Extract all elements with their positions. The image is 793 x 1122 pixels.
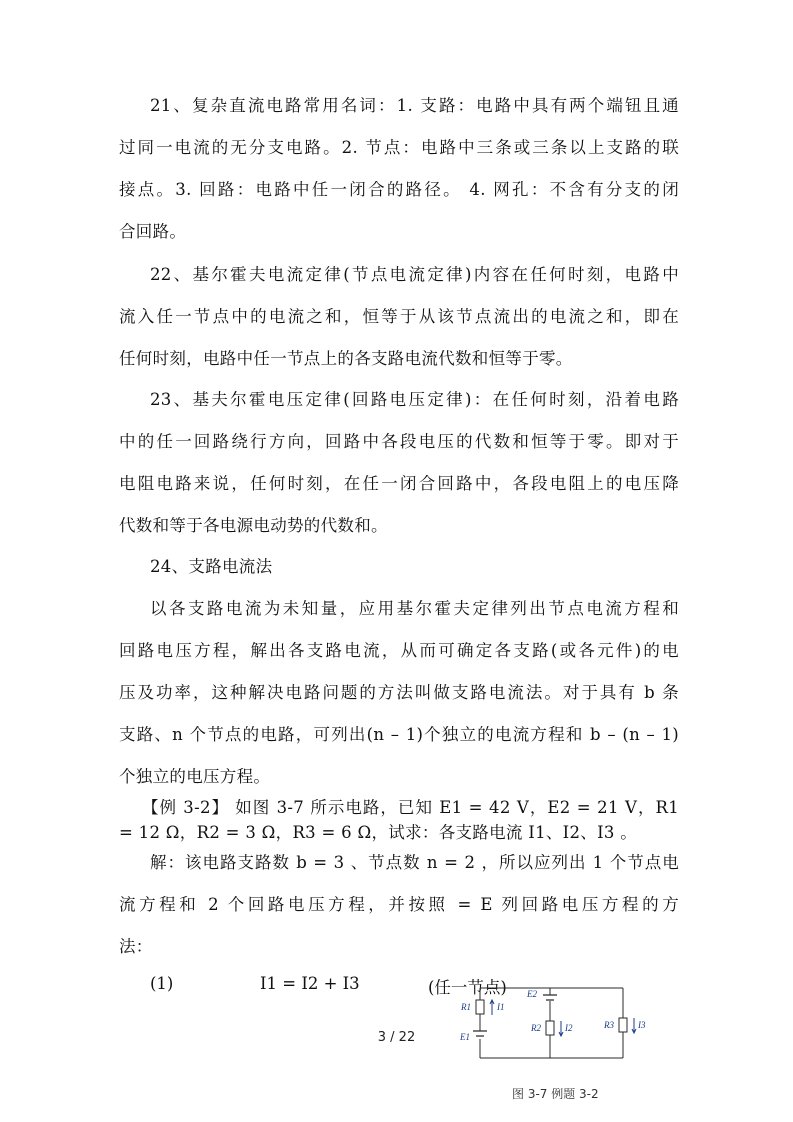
figure-caption: 图 3-7 例题 3-2 <box>512 1087 599 1101</box>
circuit-diagram <box>455 983 650 1063</box>
resistor-r1 <box>476 1000 484 1014</box>
solution-line-3: 法： <box>119 937 153 956</box>
arrow-i1 <box>490 1000 494 1015</box>
label-i3: I3 <box>638 1020 646 1030</box>
p23-line-1: 23、基夫尔霍电压定律(回路电压定律)：在任何时刻，沿着电路 <box>150 390 679 409</box>
p21-line-3: 接点。3. 回路：电路中任一闭合的路径。 4. 网孔：不含有分支的闭 <box>119 180 679 199</box>
equation-number: (1) <box>150 974 174 993</box>
p24-line-3: 压及功率，这种解决电路问题的方法叫做支路电流法。对于具有 b 条 <box>119 683 679 702</box>
example-line-2: = 12 Ω，R2 = 3 Ω，R3 = 6 Ω，试求：各支路电流 I1、I2、I3 。 <box>119 823 638 842</box>
p24-title: 24、支路电流法 <box>150 557 273 576</box>
p23-line-2: 中的任一回路绕行方向，回路中各段电压的代数和恒等于零。即对于 <box>119 432 679 451</box>
p21-line-1: 21、复杂直流电路常用名词：1. 支路：电路中具有两个端钮且通 <box>150 96 679 115</box>
p23-line-4: 代数和等于各电源电动势的代数和。 <box>119 516 388 535</box>
label-i2: I2 <box>565 1023 573 1033</box>
label-r2: R2 <box>531 1023 541 1033</box>
label-e1: E1 <box>460 1032 470 1042</box>
p23-line-3: 电阻电路来说，任何时刻，在任一闭合回路中，各段电阻上的电压降 <box>119 474 679 493</box>
p21-line-4: 合回路。 <box>119 222 187 241</box>
p22-line-3: 任何时刻，电路中任一节点上的各支路电流代数和恒等于零。 <box>119 349 573 368</box>
p24-line-5: 个独立的电压方程。 <box>119 767 271 786</box>
page-number: 3 / 22 <box>377 1030 416 1045</box>
p24-line-2: 回路电压方程，解出各支路电流，从而可确定各支路(或各元件)的电 <box>119 641 679 660</box>
p21-line-2: 过同一电流的无分支电路。2. 节点：电路中三条或三条以上支路的联 <box>119 138 679 157</box>
p22-line-2: 流入任一节点中的电流之和，恒等于从该节点流出的电流之和，即在 <box>119 307 679 326</box>
equation-formula: I1 = I2 + I3 <box>260 974 360 993</box>
solution-line-2: 流方程和 2 个回路电压方程，并按照 = E 列回路电压方程的方 <box>119 895 679 914</box>
equation-note: (任一节点) <box>428 978 507 997</box>
battery-e2 <box>543 995 557 1000</box>
solution-line-1: 解：该电路支路数 b = 3 、节点数 n = 2 ，所以应列出 1 个节点电 <box>150 853 679 872</box>
example-line-1: 【例 3-2】 如图 3-7 所示电路，已知 E1 = 42 V，E2 = 21 V，R1 <box>142 798 679 817</box>
label-e2: E2 <box>527 989 537 999</box>
label-r3: R3 <box>604 1020 614 1030</box>
label-r1: R1 <box>461 1002 471 1012</box>
p24-line-4: 支路、n 个节点的电路，可列出(n – 1)个独立的电流方程和 b – (n – 1) <box>119 725 679 744</box>
p22-line-1: 22、基尔霍夫电流定律(节点电流定律)内容在任何时刻，电路中 <box>150 265 679 284</box>
label-i1: I1 <box>497 1002 505 1012</box>
p24-line-1: 以各支路电流为未知量，应用基尔霍夫定律列出节点电流方程和 <box>150 599 679 618</box>
